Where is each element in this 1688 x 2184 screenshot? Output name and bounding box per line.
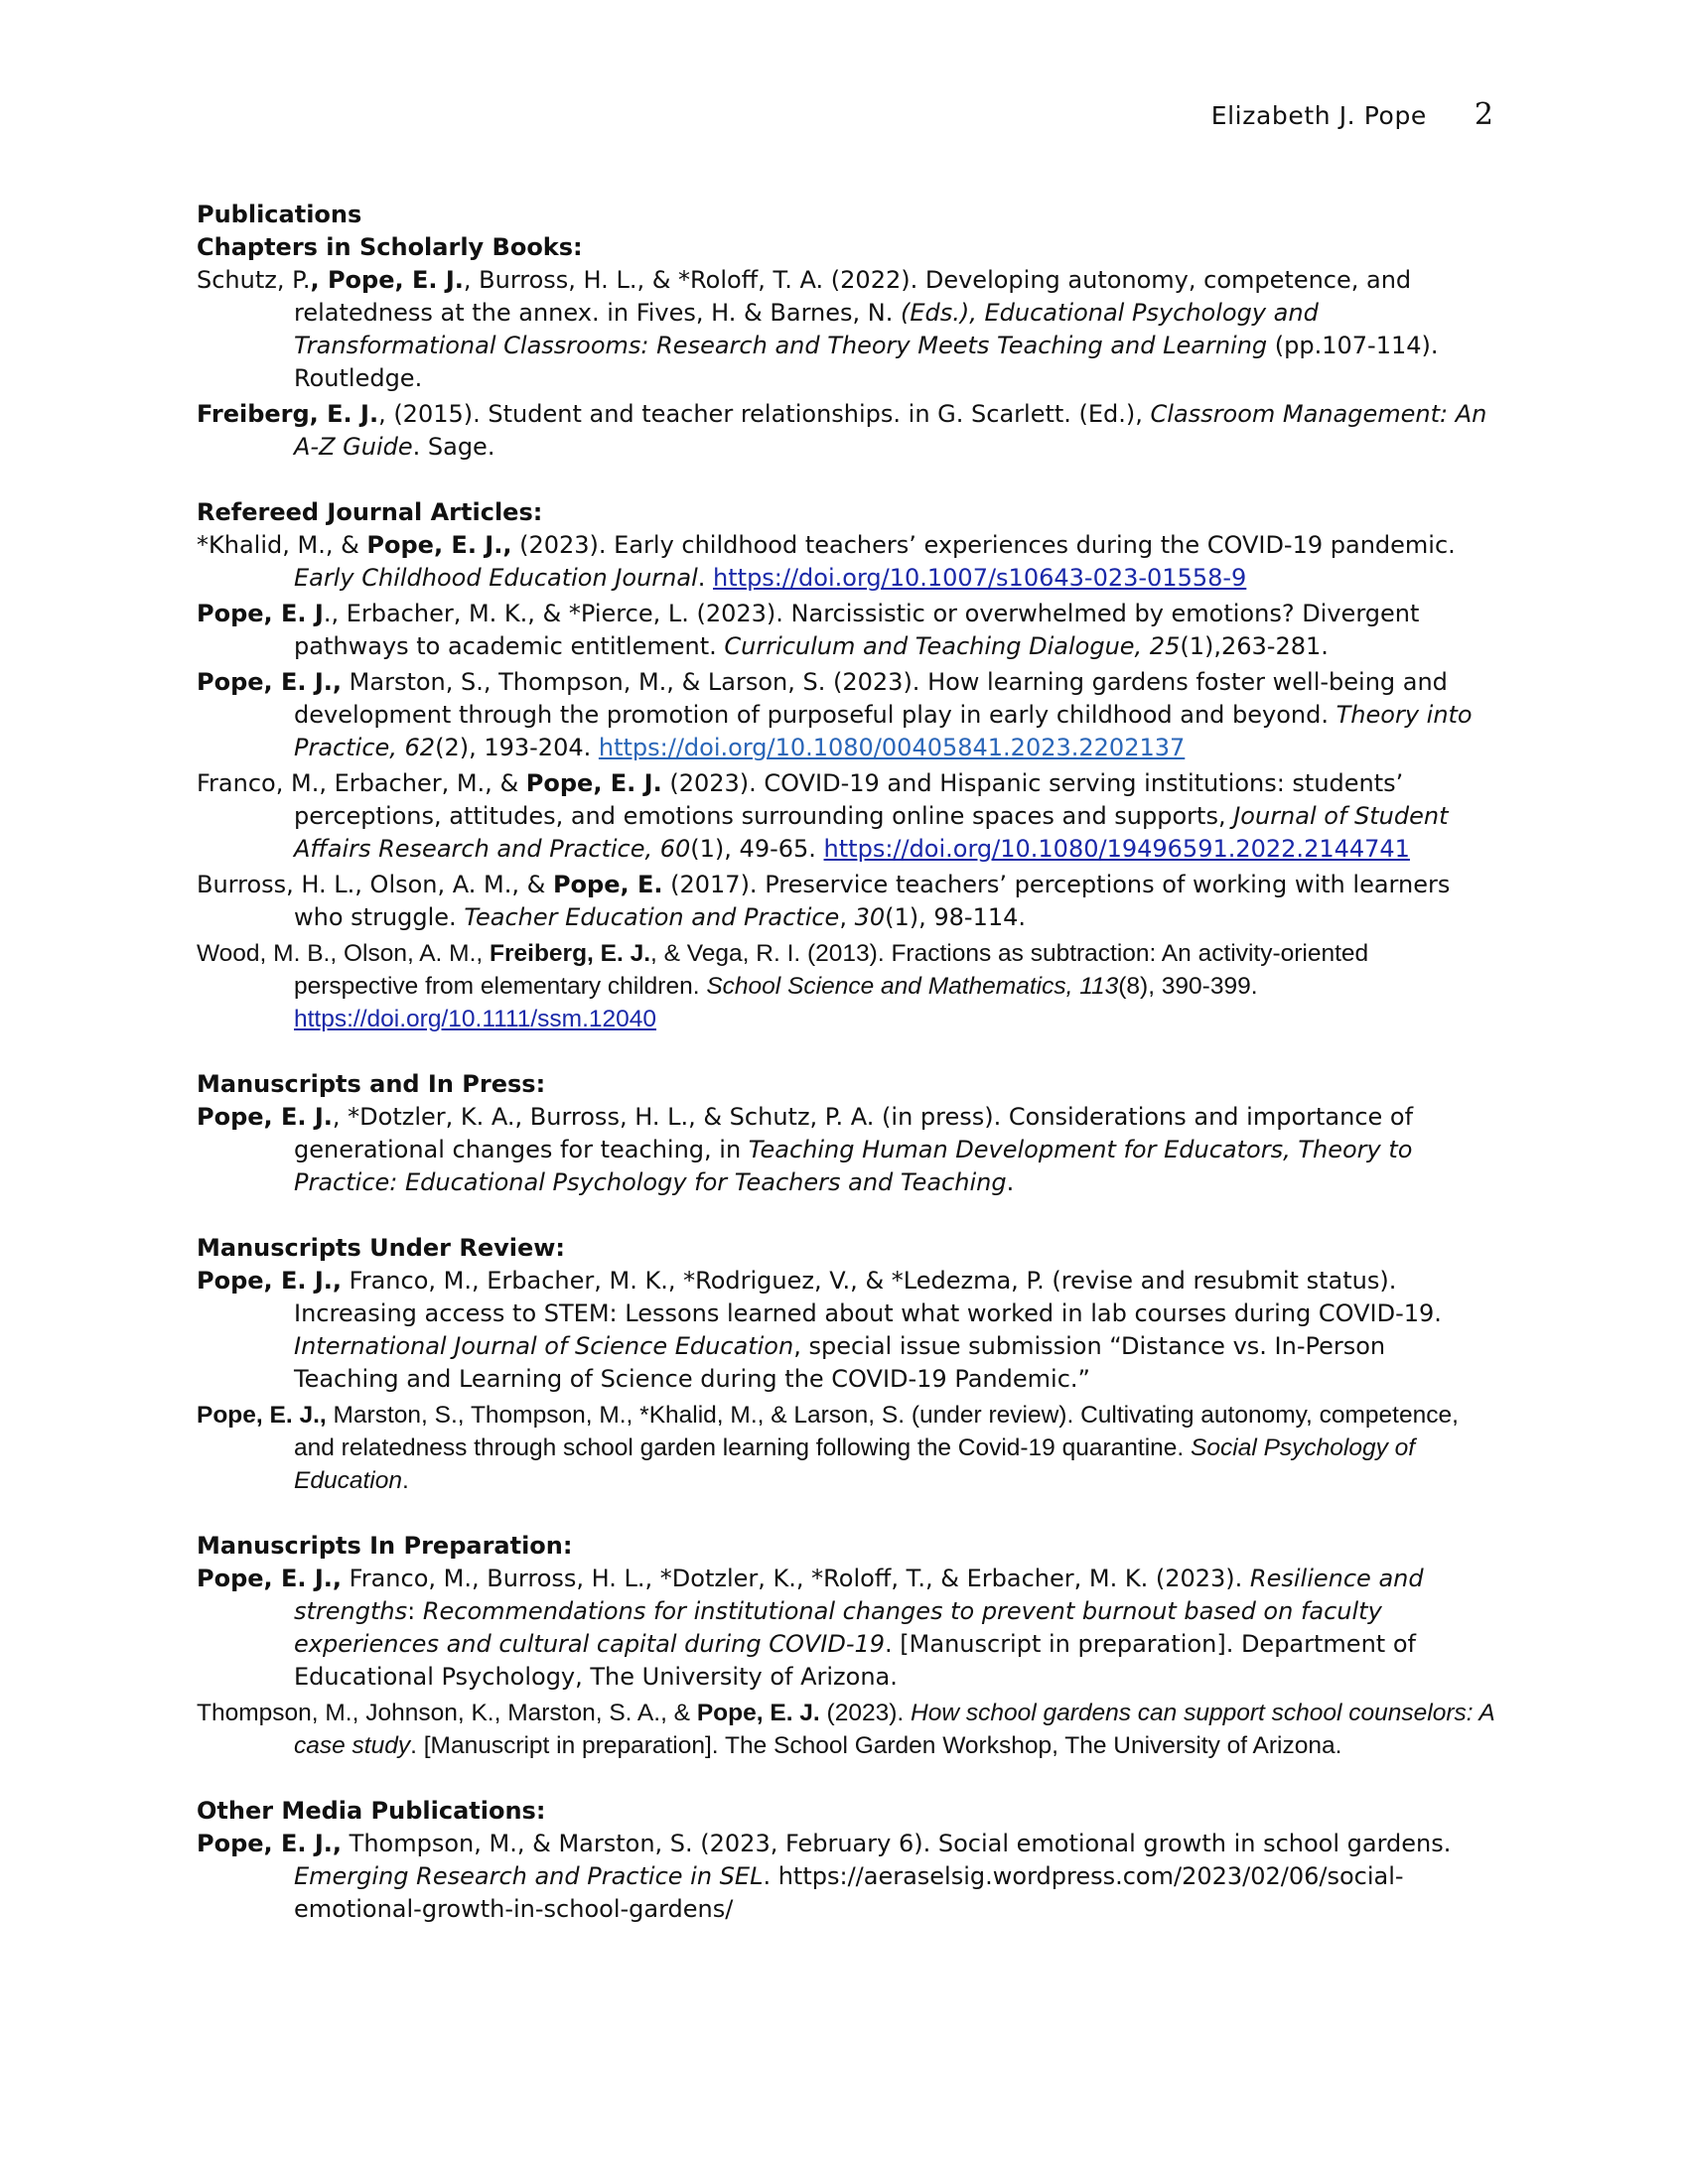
header-author-name: Elizabeth J. Pope xyxy=(1210,101,1427,130)
under-review-entry: Pope, E. J., Marston, S., Thompson, M., *Khalid, M., & Larson, S. (under review). Cultivating autonomy, competence, and relatedness through school garden learning following the Covid-19 quarantine. Social Psychology of Education. xyxy=(197,1402,1459,1494)
other-media-heading: Other Media Publications: xyxy=(197,1797,546,1825)
in-press-heading: Manuscripts and In Press: xyxy=(197,1070,546,1098)
journal-entry: *Khalid, M., & Pope, E. J., (2023). Early childhood teachers’ experiences during the COVID-19 pandemic. Early Childhood Education Journal. https://doi.org/10.1007/s10643-023-01558-9 xyxy=(197,531,1456,592)
page-number: 2 xyxy=(1474,97,1493,132)
under-review-heading: Manuscripts Under Review: xyxy=(197,1234,566,1262)
page-header xyxy=(1211,97,1493,132)
journal-articles-heading: Refereed Journal Articles: xyxy=(197,498,543,526)
journal-entry: Wood, M. B., Olson, A. M., Freiberg, E. J., & Vega, R. I. (2013). Fractions as subtraction: An activity-oriented perspective from elementary children. School Science and Mathematics, 113(8), 390-399. https://doi.org/10.1111/ssm.12040 xyxy=(197,940,1369,1032)
under-review-entry: Pope, E. J., Franco, M., Erbacher, M. K., *Rodriguez, V., & *Ledezma, P. (revise and resubmit status). Increasing access to STEM: Lessons learned about what worked in lab courses during COVID-19. International Journal of Science Education, special issue submission “Distance vs. In-Person Teaching and Learning of Science during the COVID-19 Pandemic.” xyxy=(197,1267,1442,1393)
publications-content xyxy=(197,199,1497,1926)
in-preparation-entry: Thompson, M., Johnson, K., Marston, S. A., & Pope, E. J. (2023). How school gardens can support school counselors: A case study. [Manuscript in preparation]. The School Garden Workshop, The University of Arizona. xyxy=(197,1700,1494,1759)
journal-entry: Franco, M., Erbacher, M., & Pope, E. J. (2023). COVID-19 and Hispanic serving institutions: students’ perceptions, attitudes, and emotions surrounding online spaces and supports, Journal of Student Affairs Research and Practice, 60(1), 49-65. https://doi.org/10.1080/19496591.2022.2144741 xyxy=(197,769,1449,863)
publications-heading: Publications xyxy=(197,201,362,228)
in-preparation-heading: Manuscripts In Preparation: xyxy=(197,1532,573,1560)
doi-link[interactable]: https://doi.org/10.1111/ssm.12040 xyxy=(294,1006,657,1032)
other-media-entry: Pope, E. J., Thompson, M., & Marston, S. (2023, February 6). Social emotional growth in school gardens. Emerging Research and Practice in SEL. https://aeraselsig.wordpress.com/2023/02/06/social-emotional-growth-in-school-gardens/ xyxy=(197,1830,1452,1923)
chapter-entry: Schutz, P., Pope, E. J., Burross, H. L., & *Roloff, T. A. (2022). Developing autonomy, competence, and relatedness at the annex. in Fives, H. & Barnes, N. (Eds.), Educational Psychology and Transformational Classrooms: Research and Theory Meets Teaching and Learning (pp.107-114). Routledge. xyxy=(197,266,1439,392)
chapter-entry: Freiberg, E. J., (2015). Student and teacher relationships. in G. Scarlett. (Ed.), Classroom Management: An A-Z Guide. Sage. xyxy=(197,400,1487,461)
doi-link[interactable]: https://doi.org/10.1080/00405841.2023.2202137 xyxy=(598,734,1186,761)
chapters-heading: Chapters in Scholarly Books: xyxy=(197,233,583,261)
doi-link[interactable]: https://doi.org/10.1007/s10643-023-01558-9 xyxy=(713,564,1247,592)
journal-entry: Burross, H. L., Olson, A. M., & Pope, E. (2017). Preservice teachers’ perceptions of working with learners who struggle. Teacher Education and Practice, 30(1), 98-114. xyxy=(197,871,1451,931)
in-preparation-entry: Pope, E. J., Franco, M., Burross, H. L., *Dotzler, K., *Roloff, T., & Erbacher, M. K. (2023). Resilience and strengths: Recommendations for institutional changes to prevent burnout based on faculty experiences and cultural capital during COVID-19. [Manuscript in preparation]. Department of Educational Psychology, The University of Arizona. xyxy=(197,1565,1424,1691)
journal-entry: Pope, E. J., Marston, S., Thompson, M., & Larson, S. (2023). How learning gardens foster well-being and development through the promotion of purposeful play in early childhood and beyond. Theory into Practice, 62(2), 193-204. https://doi.org/10.1080/00405841.2023.2202137 xyxy=(197,668,1473,761)
doi-link[interactable]: https://doi.org/10.1080/19496591.2022.2144741 xyxy=(823,835,1410,863)
journal-entry: Pope, E. J., Erbacher, M. K., & *Pierce, L. (2023). Narcissistic or overwhelmed by emotions? Divergent pathways to academic entitlement. Curriculum and Teaching Dialogue, 25(1),263-281. xyxy=(197,600,1420,660)
in-press-entry: Pope, E. J., *Dotzler, K. A., Burross, H. L., & Schutz, P. A. (in press). Considerations and importance of generational changes for teaching, in Teaching Human Development for Educators, Theory to Practice: Educational Psychology for Teachers and Teaching. xyxy=(197,1103,1414,1196)
